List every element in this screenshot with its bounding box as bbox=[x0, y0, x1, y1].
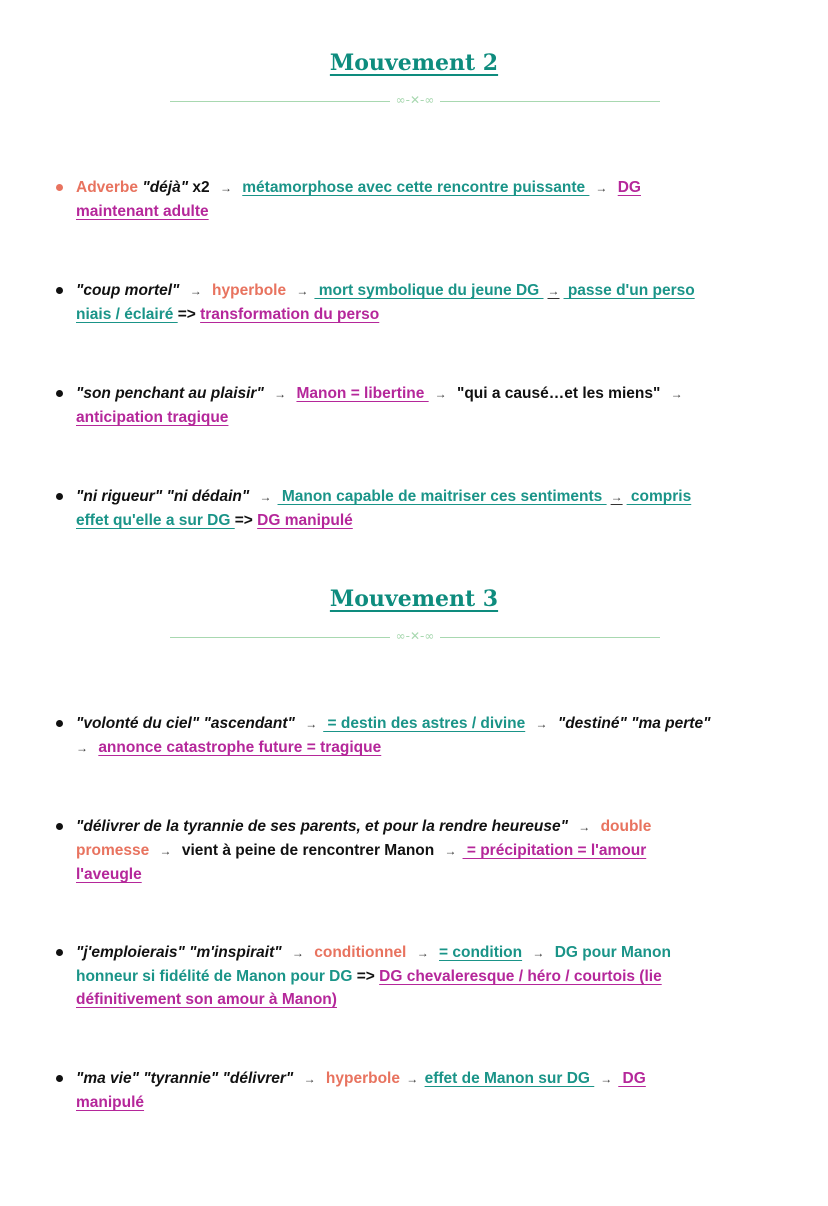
conclusion: = précipitation = l'amour bbox=[462, 842, 647, 859]
analysis: = destin des astres / divine bbox=[323, 715, 526, 732]
arrow-icon: → bbox=[444, 844, 457, 858]
arrow-icon: → bbox=[610, 490, 623, 504]
text: vient à peine de rencontrer Manon bbox=[181, 842, 435, 859]
analysis: niais / éclairé bbox=[76, 306, 178, 323]
analysis: métamorphose avec cette rencontre puissante bbox=[242, 179, 590, 196]
ornament-glyph: ∞-✕-∞ bbox=[395, 93, 435, 107]
arrow-icon: → bbox=[532, 946, 545, 960]
analysis: = condition bbox=[439, 944, 523, 961]
arrow-icon: → bbox=[416, 946, 429, 960]
conclusion: DG manipulé bbox=[257, 512, 353, 529]
term: promesse bbox=[76, 842, 150, 859]
arrow-icon: → bbox=[189, 284, 202, 298]
conclusion: DG bbox=[617, 179, 641, 196]
bullet-icon bbox=[56, 493, 63, 500]
term: double bbox=[600, 818, 652, 835]
quote: "coup mortel" bbox=[76, 282, 180, 299]
quote: "délivrer de la tyrannie de ses parents, et pour la rendre heureuse" bbox=[76, 818, 568, 835]
analysis: Manon = libertine bbox=[296, 385, 429, 402]
conclusion: anticipation tragique bbox=[76, 409, 229, 426]
term: Adverbe bbox=[76, 179, 139, 196]
quote: "ma vie" "tyrannie" "délivrer" bbox=[76, 1070, 294, 1087]
list-item bbox=[76, 1067, 796, 1114]
arrow-icon: → bbox=[434, 387, 447, 401]
arrow-icon: → bbox=[159, 844, 172, 858]
list-item bbox=[76, 176, 796, 223]
list-item bbox=[76, 485, 796, 532]
text: x2 bbox=[188, 179, 210, 196]
quote: "qui a causé…et les miens" bbox=[456, 385, 661, 402]
arrow-icon: → bbox=[600, 1072, 613, 1086]
list-item bbox=[76, 815, 796, 886]
analysis: effet de Manon sur DG bbox=[424, 1070, 595, 1087]
arrow-icon: → bbox=[578, 820, 591, 834]
quote: "volonté du ciel" "ascendant" bbox=[76, 715, 295, 732]
arrow-icon: → bbox=[259, 490, 272, 504]
bullet-icon bbox=[56, 390, 63, 397]
list-item bbox=[76, 279, 796, 326]
quote: "j'emploierais" "m'inspirait" bbox=[76, 944, 282, 961]
analysis: effet qu'elle a sur DG bbox=[76, 512, 235, 529]
list-item bbox=[76, 382, 796, 429]
bullet-icon bbox=[56, 823, 63, 830]
conclusion: manipulé bbox=[76, 1094, 145, 1111]
analysis: DG pour Manon bbox=[554, 944, 671, 961]
analysis: mort symbolique du jeune DG bbox=[314, 282, 544, 299]
quote: "ni rigueur" "ni dédain" bbox=[76, 488, 250, 505]
analysis: honneur si fidélité de Manon pour DG bbox=[76, 968, 353, 985]
list-item bbox=[76, 712, 796, 760]
bullet-icon bbox=[56, 184, 63, 191]
conclusion: maintenant adulte bbox=[76, 203, 209, 220]
bullet-icon bbox=[56, 720, 63, 727]
analysis: passe d'un perso bbox=[563, 282, 695, 299]
ornament-glyph: ∞-✕-∞ bbox=[395, 629, 435, 643]
arrow-icon: → bbox=[547, 284, 560, 298]
arrow-icon: → bbox=[670, 387, 683, 401]
arrow-icon: → bbox=[291, 946, 304, 960]
arrow-icon: → bbox=[305, 717, 318, 731]
conclusion: l'aveugle bbox=[76, 866, 142, 883]
analysis: Manon capable de maitriser ces sentiments bbox=[277, 488, 607, 505]
heading-text: Mouvement 2 bbox=[329, 50, 499, 76]
quote: "déjà" bbox=[142, 179, 189, 196]
implies-symbol: => bbox=[234, 512, 253, 529]
bullet-icon bbox=[56, 287, 63, 294]
analysis: compris bbox=[626, 488, 692, 505]
bullet-icon bbox=[56, 949, 63, 956]
conclusion: définitivement son amour à Manon) bbox=[76, 991, 337, 1008]
arrow-icon: → bbox=[219, 181, 232, 195]
heading-mouvement-2 bbox=[0, 50, 828, 76]
term: hyperbole bbox=[325, 1070, 400, 1087]
ornament-divider bbox=[170, 93, 660, 108]
arrow-icon: → bbox=[274, 387, 287, 401]
quote: "destiné" "ma perte" bbox=[557, 715, 711, 732]
heading-text: Mouvement 3 bbox=[329, 586, 499, 612]
arrow-icon: → bbox=[303, 1072, 316, 1086]
arrow-icon: → bbox=[76, 741, 88, 755]
conclusion: transformation du perso bbox=[200, 306, 380, 323]
arrow-icon: → bbox=[595, 181, 608, 195]
term: hyperbole bbox=[212, 282, 287, 299]
ornament-divider bbox=[170, 629, 660, 644]
quote: "son penchant au plaisir" bbox=[76, 385, 264, 402]
conclusion: DG bbox=[618, 1070, 646, 1087]
bullet-icon bbox=[56, 1075, 63, 1082]
arrow-icon: → bbox=[535, 717, 548, 731]
conclusion: annonce catastrophe future = tragique bbox=[98, 739, 382, 756]
heading-mouvement-3 bbox=[0, 586, 828, 612]
term: conditionnel bbox=[314, 944, 407, 961]
arrow-icon: → bbox=[406, 1072, 419, 1086]
implies-symbol: => bbox=[177, 306, 196, 323]
arrow-icon: → bbox=[296, 284, 309, 298]
implies-symbol: => bbox=[356, 968, 375, 985]
conclusion: DG chevaleresque / héro / courtois (lie bbox=[379, 968, 662, 985]
list-item bbox=[76, 941, 796, 1011]
